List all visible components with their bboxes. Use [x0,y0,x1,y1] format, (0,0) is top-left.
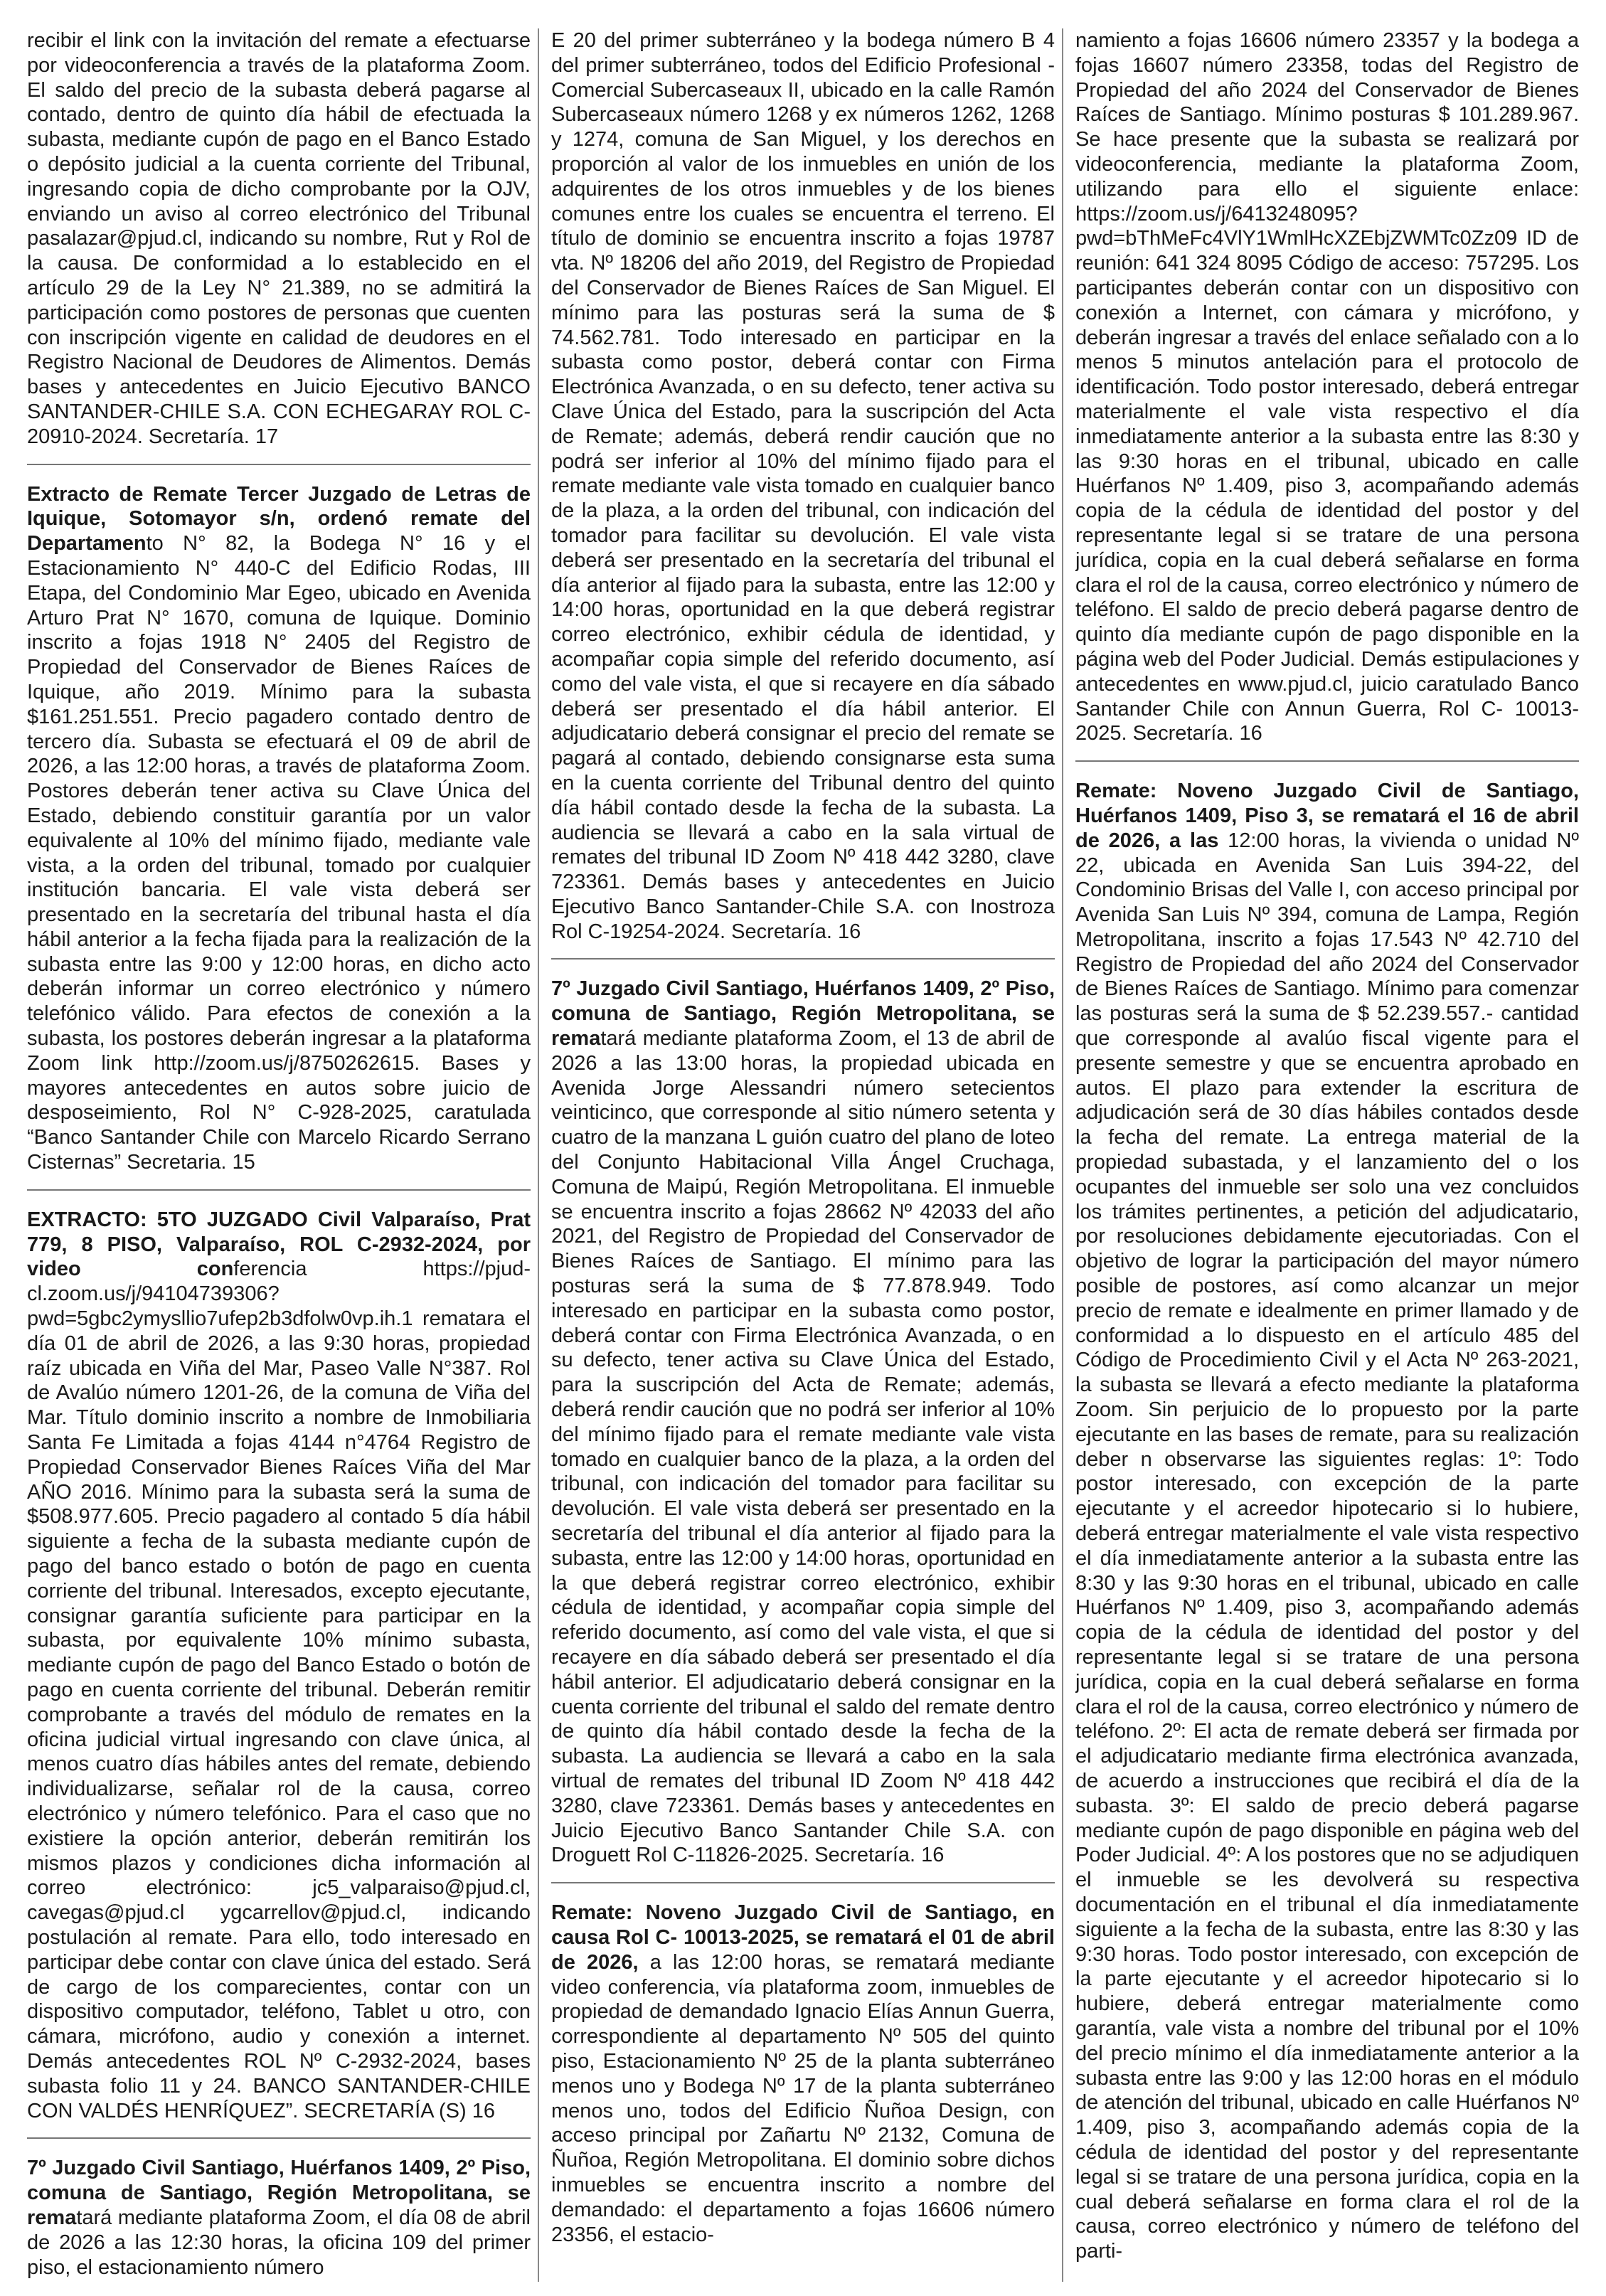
notice-separator [27,464,531,465]
notice-body: to N° 82, la Bodega N° 16 y el Estacionamiento N° 440-C del Edificio Rodas, III Etapa, del Condominio Mar Egeo, ubicado en Avenida Arturo Prat N° 1670, comuna de Iquique. Dominio inscrito a fojas 1918 N° 2405 del Registro de Propiedad del Conservador de Bienes Raíces de Iquique, año 2019. Mínimo para la subasta $161.251.551. Precio pagadero contado dentro de tercero día. Subasta se efectuará el 09 de abril de 2026, a las 12:00 horas, a través de plataforma Zoom. Postores deberán tener activa su Clave Única del Estado, debiendo constituir garantía por un valor equivalente al 10% del mínimo fijado, mediante vale vista, a la orden del tribunal, tomado por cualquier institución bancaria. El vale vista deberá ser presentado en la secretaría del tribunal hasta el día hábil anterior a la fecha fijada para la realización de la subasta entre las 9:00 y 12:00 horas, en dicho acto deberán informar un correo electrónico y número telefónico válido. Para efectos de conexión a la subasta, los postores deberán ingresar a la plataforma Zoom link http://zoom.us/j/8750262615. Bases y mayores antecedentes en autos sobre juicio de desposeimiento, Rol N° C-928-2025, caratulada “Banco Santander Chile con Marcelo Ricardo Serrano Cisternas” Secretaria. 15 [27,532,531,1174]
notice-body: 12:00 horas, la vivienda o unidad Nº 22, ubicada en Avenida San Luis 394-22, del Condominio Brisas del Valle I, con acceso principal por Avenida San Luis Nº 394, comuna de Lampa, Región Metropolitana, inscrito a fojas 17.543 Nº 42.710 del Registro de Propiedad del año 2024 del Conservador de Bienes Raíces de Santiago. Mínimo para comenzar las posturas será la suma de $ 52.239.557.- cantidad que corresponde al avalúo fiscal vigente para el presente semestre y que se encuentra aprobado en autos. El plazo para extender la escritura de adjudicación será de 30 días hábiles contados desde la fecha del remate. La entrega material de la propiedad subastada, y el lanzamiento del o los ocupantes del inmueble ser solo una vez concluidos los trámites pertinentes, a petición del adjudicatario, por resoluciones debidamente ejecutoriadas. Con el objetivo de lograr la participación del mayor número posible de postores, así como alcanzar un mejor precio de remate e idealmente en primer llamado y de conformidad a lo dispuesto en el artículo 485 del Código de Procedimiento Civil y el Acta Nº 263-2021, la subasta se llevará a efecto mediante la plataforma Zoom. Sin perjuicio de lo propuesto por la parte ejecutante en las bases de remate, para su realización deber n observarse las siguientes reglas: 1º: Todo postor interesado, con excepción de la parte ejecutante y el acreedor hipotecario si lo hubiere, deberá entregar materialmente el vale vista respectivo el día inmediatamente anterior a la subasta entre las 8:30 y las 9:30 horas en el tribunal, ubicado en calle Huérfanos Nº 1.409, piso 3, acompañando además copia de la cédula de identidad del postor y del representante legal si se tratare de una persona jurídica, copia en la cual deberá señalarse en forma clara el rol de la causa, correo electrónico y número de teléfono. 2º: El acta de remate deberá ser firmada por el adjudicatario mediante firma electrónica avanzada, de acuerdo a instrucciones que recibirá el día de la subasta. 3º: El saldo de precio deberá pagarse mediante cupón de pago disponible en página web del Poder Judicial. 4º: A los postores que no se adjudiquen el inmueble se les devolverá su respectiva documentación en el tribunal el día inmediatamente siguiente a la fecha de la subasta, entre las 8:30 y las 9:30 horas. Todo postor interesado, con excepción de la parte ejecutante y el acreedor hipotecario si lo hubiere, deberá entregar materialmente como garantía, vale vista a nombre del tribunal por el 10% del precio mínimo el día inmediatamente anterior a la subasta entre las 9:00 y las 12:00 horas en el módulo de atención del tribunal, ubicado en calle Huérfanos Nº 1.409, piso 3, acompañando además copia de la cédula de identidad del postor y del representante legal si se tratare de una persona jurídica, copia en la cual deberá señalarse en forma clara el rol de la causa, correo electrónico y número de teléfono del parti- [1075,829,1579,2263]
notice-separator [27,2137,531,2139]
notice-septimo-juzgado-maipu [551,977,1055,1872]
notice-body: tará mediante plataforma Zoom, el día 08 de abril de 2026 a las 12:30 horas, la oficina 109 del primer piso, el estacionamiento número [27,2206,531,2279]
notice-separator [27,1189,531,1191]
notice-valparaiso [27,1208,531,2127]
notice-body: recibir el link con la invitación del remate a efectuarse por videoconferencia a través de la plataforma Zoom. El saldo del precio de la subasta deberá pagarse al contado, dentro de quinto día hábil de efectuada la subasta, mediante cupón de pago en el Banco Estado o depósito judicial a la cuenta corriente del Tribunal, ingresando copia de dicho comprobante por la OJV, enviando un aviso al correo electrónico del Tribunal pasalazar@pjud.cl, indicando su nombre, Rut y Rol de la causa. De conformidad a lo establecido en el artículo 29 de la Ley N° 21.389, no se admitirá la participación como postores de personas que cuenten con inscripción vigente en calidad de deudores en el Registro Nacional de Deudores de Alimentos. Demás bases y antecedentes en Juicio Ejecutivo BANCO SANTANDER-CHILE S.A. CON ECHEGARAY ROL C-20910-2024. Secretaría. 17 [27,29,531,448]
notice-separator [551,958,1055,960]
column-divider [1062,28,1063,2282]
notice-iquique [27,482,531,1179]
notice-body: a las 12:00 horas, se rematará mediante video conferencia, vía plataforma zoom, inmuebles de propiedad de demandado Ignacio Elías Annun Guerra, correspondiente al departamento Nº 505 del quinto piso, Estacionamiento Nº 25 de la planta subterráneo menos uno y Bodega Nº 17 de la planta subterráneo menos uno, todos del Edificio Ñuñoa Design, con acceso principal por Zañartu Nº 2132, Comuna de Ñuñoa, Región Metropolitana. El dominio sobre dichos inmuebles se encuentra inscrito a nombre del demandado: el departamento a fojas 16606 número 23356, el estacio- [551,1950,1055,2246]
notice-noveno-juzgado-nunoa [551,1901,1055,2251]
notice-body: E 20 del primer subterráneo y la bodega número B 4 del primer subterráneo, todos del Edificio Profesional - Comercial Subercaseaux II, ubicado en la calle Ramón Subercaseaux número 1268 y ex números 1262, 1268 y 1274, comuna de San Miguel, y los derechos en proporción al valor de los inmuebles en unión de los adquirentes de los otros inmuebles y de los bienes comunes entre los cuales se encuentra el terreno. El título de dominio se encuentra inscrito a fojas 19787 vta. Nº 18206 del año 2019, del Registro de Propiedad del Conservador de Bienes Raíces de San Miguel. El mínimo para las posturas será la suma de $ 74.562.781. Todo interesado en participar en la subasta como postor, deberá contar con Firma Electrónica Avanzada, o en su defecto, tener activa su Clave Única del Estado, para la suscripción del Acta de Remate; además, deberá rendir caución que no podrá ser inferior al 10% del mínimo fijado para el remate mediante vale vista tomado en cualquier banco de la plaza, a la orden del tribunal, con indicación del tomador para facilitar su devolución. El vale vista deberá ser presentado en la secretaría del tribunal el día anterior al fijado para la subasta, entre las 12:00 y 14:00 horas, oportunidad en la que deberá registrar correo electrónico, exhibir cédula de identidad, y acompañar copia simple del referido documento, así como del vale vista, el que si recayere en día sábado deberá ser presentado el día hábil anterior. El adjudicatario deberá consignar el precio del remate se pagará al contado, debiendo consignarse esta suma en la cuenta corriente del Tribunal dentro del quinto día hábil contado desde la fecha de la subasta. La audiencia se llevará a cabo en la sala virtual de remates del tribunal ID Zoom Nº 418 442 3280, clave 723361. Demás bases y antecedentes en Juicio Ejecutivo Banco Santander-Chile S.A. con Inostroza Rol C-19254-2024. Secretaría. 16 [551,29,1055,943]
notice-separator [551,1882,1055,1883]
notice-heading: Remate: Noveno Juzgado Civil de Santiago, en causa Rol C- 10013-2025, se rematará el 01 de abril de 2026, [551,1901,1055,1974]
notice-septimo-juzgado-san-miguel [27,2156,531,2282]
notice-heading: 7º Juzgado Civil Santiago, Huérfanos 1409, 2º Piso, comuna de Santiago, Región Metropolitana, se rema [27,2157,531,2229]
notice-continuation [27,28,531,454]
notice-heading: Extracto de Remate Tercer Juzgado de Letras de Iquique, Sotomayor s/n, ordenó remate del Departamen [27,482,531,556]
notice-body: tará mediante plataforma Zoom, el 13 de abril de 2026 a las 13:00 horas, la propiedad ubicada en Avenida Jorge Alessandri número setecientos veinticinco, que corresponde al sitio número setenta y cuatro de la manzana L guión cuatro del plano de loteo del Conjunto Habitacional Villa Ángel Cruchaga, Comuna de Maipú, Región Metropolitana. El inmueble se encuentra inscrito a fojas 28662 Nº 42033 del año 2021, del Registro de Propiedad del Conservador de Bienes Raíces de Santiago. El mínimo para las posturas será la suma de $ 77.878.949. Todo interesado en participar en la subasta como postor, deberá contar con Firma Electrónica Avanzada, o en su defecto, tener activa su Clave Única del Estado, para la suscripción del Acta de Remate; además, deberá rendir caución que no podrá ser inferior al 10% del mínimo fijado para el remate mediante vale vista tomado en cualquier banco de la plaza, a la orden del tribunal, con indicación del tomador para facilitar su devolución. El vale vista deberá ser presentado en la secretaría del tribunal el día anterior al fijado para la subasta, entre las 12:00 y 14:00 horas, oportunidad en la que deberá registrar correo electrónico, exhibir cédula de identidad, y acompañar copia simple del referido documento, así como del vale vista, el que si recayere en día sábado deberá ser presentado el día hábil anterior. El adjudicatario deberá consignar en la cuenta corriente del tribunal el saldo del remate dentro de quinto día hábil contado desde la fecha de la subasta. La audiencia se llevará a cabo en la sala virtual de remates del tribunal ID Zoom Nº 418 442 3280, clave 723361. Demás bases y antecedentes en Juicio Ejecutivo Banco Santander Chile S.A. con Droguett Rol C-11826-2025. Secretaría. 16 [551,1027,1055,1867]
notice-noveno-juzgado-lampa [1075,779,1579,2268]
column-3 [1075,28,1579,2282]
notice-heading: EXTRACTO: 5TO JUZGADO Civil Valparaíso, Prat 779, 8 PISO, Valparaíso, ROL C-2932-2024, por video con [27,1208,531,1281]
column-divider [538,28,539,2282]
notice-body: namiento a fojas 16606 número 23357 y la bodega a fojas 16607 número 23358, todas del Registro de Propiedad del año 2024 del Conservador de Bienes Raíces de Santiago. Mínimo posturas $ 101.289.967. Se hace presente que la subasta se realizará por videoconferencia, mediante la plataforma Zoom, utilizando para ello el siguiente enlace: https://zoom.us/j/6413248095? pwd=bThMeFc4VlY1WmlHcXZEbjZWMTc0Zz09 ID de reunión: 641 324 8095 Código de acceso: 757295. Los participantes deberán contar con un dispositivo con conexión a Internet, con cámara y micrófono, y deberán ingresar a través del enlace señalado con a lo menos 5 minutos antelación para el protocolo de identificación. Todo postor interesado, deberá entregar materialmente el vale vista respectivo el día inmediatamente anterior a la subasta entre las 8:30 y las 9:30 horas en el tribunal, ubicado en calle Huérfanos Nº 1.409, piso 3, acompañando además copia de la cédula de identidad del postor y del representante legal si se tratare de una persona jurídica, copia en la cual deberá señalarse en forma clara el rol de la causa, correo electrónico y número de teléfono. El saldo de precio deberá pagarse dentro de quinto día mediante cupón de pago disponible en la página web del Poder Judicial. Demás estipulaciones y antecedentes en www.pjud.cl, juicio caratulado Banco Santander Chile con Annun Guerra, Rol C- 10013-2025. Secretaría. 16 [1075,29,1579,745]
notice-continuation [1075,28,1579,750]
column-2 [551,28,1055,2282]
notice-continuation [551,28,1055,948]
notice-separator [1075,760,1579,762]
column-1 [27,28,531,2282]
notice-body: ferencia https://pjud-cl.zoom.us/j/94104739306?pwd=5gbc2ymysllio7ufep2b3dfolw0vp.ih.1 rematara el día 01 de abril de 2026, a las 9:30 horas, propiedad raíz ubicada en Viña del Mar, Paseo Valle N°387. Rol de Avalúo número 1201-26, de la comuna de Viña del Mar. Título dominio inscrito a nombre de Inmobiliaria Santa Fe Limitada a fojas 4144 n°4764 Registro de Propiedad Conservador Bienes Raíces Viña del Mar AÑO 2016. Mínimo para la subasta será la suma de $508.977.605. Precio pagadero al contado 5 día hábil siguiente a fecha de la subasta mediante cupón de pago del banco estado o botón de pago en cuenta corriente del tribunal. Interesados, excepto ejecutante, consignar garantía suficiente para participar en la subasta, por equivalente 10% mínimo subasta, mediante cupón de pago del Banco Estado o botón de pago en cuenta corriente del tribunal. Deberán remitir comprobante a través del módulo de remates en la oficina judicial virtual ingresando con clave única, al menos cuatro días hábiles antes del remate, debiendo individualizarse, señalar rol de la causa, correo electrónico y número telefónico. Para el caso que no existiere la opción anterior, deberán remitirán los mismos plazos y condiciones dicha información al correo electrónico: jc5_valparaiso@pjud.cl, cavegas@pjud.cl ygcarrellov@pjud.cl, indicando postulación al remate. Para ello, todo interesado en participar debe contar con clave única del estado. Será de cargo de los comparecientes, contar con un dispositivo computador, teléfono, Tablet u otro, con cámara, micrófono, audio y conexión a internet. Demás antecedentes ROL Nº C-2932-2024, bases subasta folio 11 y 24. BANCO SANTANDER-CHILE CON VALDÉS HENRÍQUEZ”. SECRETARÍA (S) 16 [27,1258,531,2122]
notice-heading: Remate: Noveno Juzgado Civil de Santiago, Huérfanos 1409, Piso 3, se rematará el 16 de abril de 2026, a las [1075,780,1579,852]
notice-heading: 7º Juzgado Civil Santiago, Huérfanos 1409, 2º Piso, comuna de Santiago, Región Metropolitana, se rema [551,977,1055,1051]
